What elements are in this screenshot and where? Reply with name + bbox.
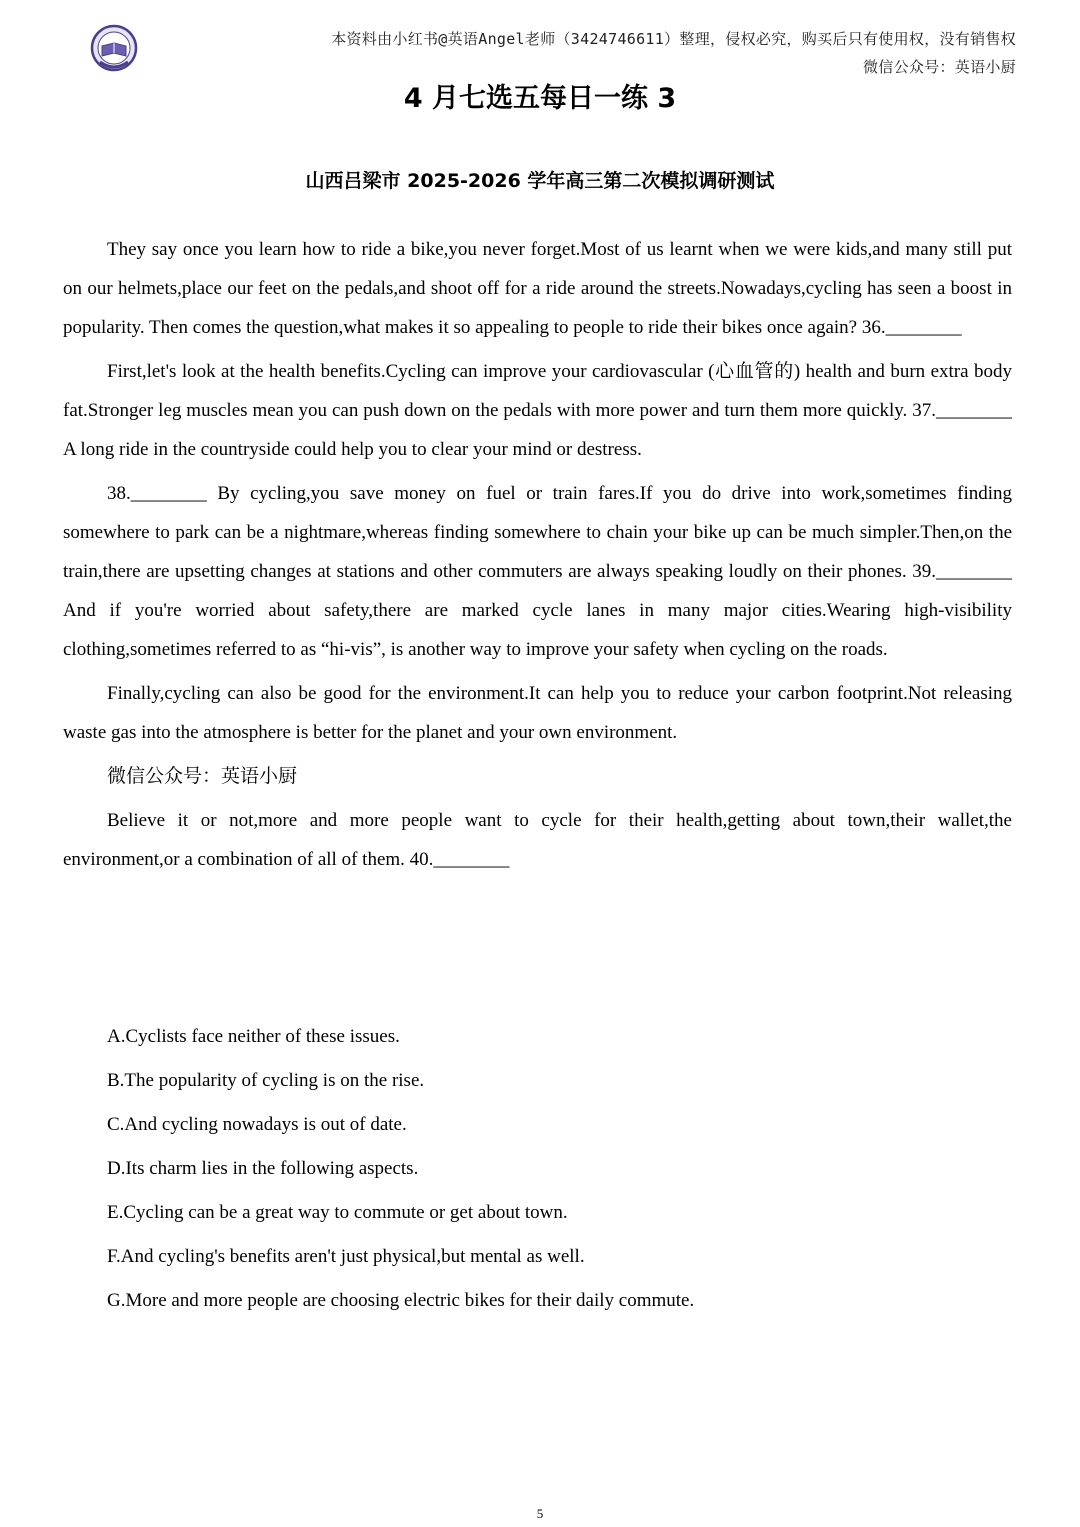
passage-paragraph-1: They say once you learn how to ride a bike,you never forget.Most of us learnt when we were kids,and many still put on our helmets,place our feet on the pedals,and shoot off for a ride around the streets.Nowadays,cycling has seen a boost in popularity. Then comes the question,what makes it so appealing to people to ride their bikes once again? 36.________ — [63, 239, 1012, 338]
copyright-notice: 本资料由小红书@英语Angel老师（3424746611）整理，侵权必究，购买后只有使用权，没有销售权 — [331, 30, 1016, 48]
exam-source: 山西吕梁市 2025-2026 学年高三第二次模拟调研测试 — [305, 170, 775, 192]
passage-paragraph-4: Finally,cycling can also be good for the environment.It can help you to reduce your carbon footprint.Not releasing waste gas into the atmosphere is better for the planet and your own environment. — [63, 683, 1012, 743]
wechat-watermark-line: 微信公众号：英语小厨 — [107, 766, 298, 787]
wechat-account-header: 微信公众号：英语小厨 — [862, 58, 1016, 76]
option-e: E.Cycling can be a great way to commute or get about town. — [107, 1202, 568, 1223]
passage-paragraph-3: 38.________ By cycling,you save money on fuel or train fares.If you do drive into work,sometimes finding somewhere to park can be a nightmare,whereas finding somewhere to chain your bike up can be much simpler.Then,on the train,there are upsetting changes at stations and other commuters are always speaking loudly on their phones. 39.________ And if you're worried about safety,there are marked cycle lanes in many major cities.Wearing high-visibility clothing,sometimes referred to as “hi-vis”, is another way to improve your safety when cycling on the roads. — [63, 483, 1012, 660]
passage-paragraph-2: First,let's look at the health benefits.Cycling can improve your cardiovascular (心血管的) health and burn extra body fat.Stronger leg muscles mean you can push down on the pedals with more power and turn them more quickly. 37.________ A long ride in the countryside could help you to clear your mind or destress. — [63, 361, 1012, 460]
option-d: D.Its charm lies in the following aspects. — [107, 1158, 419, 1179]
answer-options — [107, 1017, 694, 1325]
option-a: A.Cyclists face neither of these issues. — [107, 1026, 400, 1047]
publisher-logo — [86, 24, 142, 72]
option-g: G.More and more people are choosing electric bikes for their daily commute. — [107, 1290, 695, 1311]
option-b: B.The popularity of cycling is on the rise. — [107, 1070, 425, 1091]
page-title: 4 月七选五每日一练 3 — [403, 83, 677, 114]
option-f: F.And cycling's benefits aren't just physical,but mental as well. — [107, 1246, 585, 1267]
book-logo-icon — [86, 24, 142, 72]
passage — [63, 230, 1012, 884]
passage-paragraph-5: Believe it or not,more and more people want to cycle for their health,getting about town,their wallet,the environment,or a combination of all of them. 40.________ — [63, 810, 1012, 870]
page-number: 5 — [536, 1506, 544, 1521]
option-c: C.And cycling nowadays is out of date. — [107, 1114, 407, 1135]
